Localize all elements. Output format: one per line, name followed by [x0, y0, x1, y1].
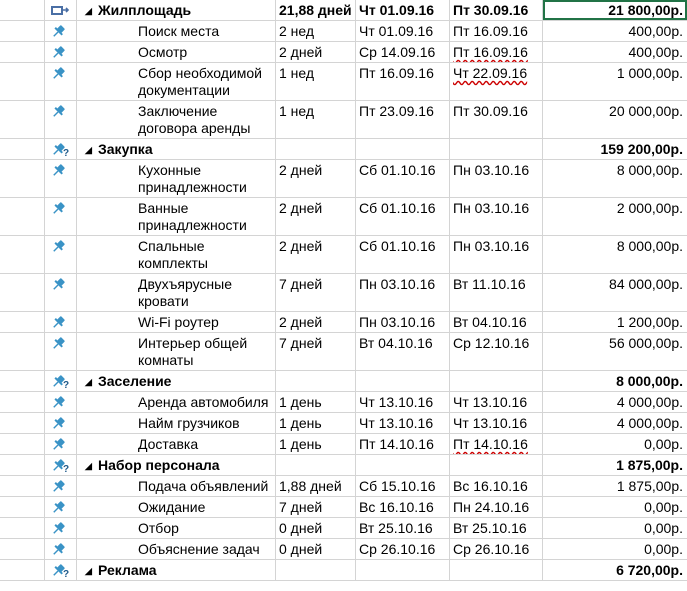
- row-header-cell[interactable]: [0, 0, 45, 20]
- duration-cell[interactable]: 7 дней: [276, 333, 356, 370]
- pin-icon: [50, 438, 70, 452]
- row-header-cell[interactable]: [0, 518, 45, 538]
- task-mode-cell[interactable]: [45, 371, 77, 391]
- collapse-triangle-icon[interactable]: ◢: [85, 461, 92, 471]
- pin-question-icon: [50, 375, 70, 389]
- collapse-triangle-icon[interactable]: ◢: [85, 566, 92, 576]
- task-row[interactable]: [0, 21, 687, 42]
- duration-cell[interactable]: 7 дней: [276, 274, 356, 311]
- task-name: Аренда автомобиля: [138, 394, 269, 410]
- duration-cell[interactable]: 1 день: [276, 413, 356, 433]
- finish-date: Ср 12.10.16: [453, 335, 530, 351]
- task-mode-cell[interactable]: [45, 274, 77, 311]
- pin-icon: [50, 543, 70, 557]
- duration-cell[interactable]: 2 дней: [276, 160, 356, 197]
- task-mode-cell[interactable]: [45, 560, 77, 580]
- cost-cell[interactable]: 84 000,00р.: [609, 276, 683, 292]
- task-name: Интерьер общей комнаты: [138, 335, 248, 368]
- task-name-cell[interactable]: [77, 560, 276, 580]
- task-mode-cell[interactable]: [45, 392, 77, 412]
- svg-text:?: ?: [63, 569, 70, 578]
- finish-date: Пн 24.10.16: [453, 499, 530, 515]
- task-row[interactable]: [0, 160, 687, 198]
- start-cell[interactable]: Пт 16.09.16: [356, 63, 450, 100]
- row-header-cell[interactable]: [0, 333, 45, 370]
- task-name: Заселение: [98, 373, 172, 389]
- svg-text:?: ?: [63, 380, 70, 389]
- row-header-cell[interactable]: [0, 434, 45, 454]
- finish-date: Пн 03.10.16: [453, 162, 530, 178]
- finish-cell[interactable]: [450, 0, 543, 20]
- finish-date: Пт 16.09.16: [453, 23, 528, 39]
- task-mode-cell[interactable]: [45, 139, 77, 159]
- finish-date: Ср 26.10.16: [453, 541, 530, 557]
- duration-cell[interactable]: 1 нед: [276, 101, 356, 138]
- summary-task-row[interactable]: [0, 455, 687, 476]
- task-mode-cell[interactable]: [45, 21, 77, 41]
- finish-date: Пт 30.09.16: [453, 2, 529, 18]
- cost-cell[interactable]: 1 875,00р.: [616, 457, 683, 473]
- finish-date: Чт 22.09.16: [453, 65, 528, 81]
- finish-cell[interactable]: [450, 539, 543, 559]
- pin-icon: [50, 278, 70, 292]
- start-cell[interactable]: Пт 23.09.16: [356, 101, 450, 138]
- duration-cell[interactable]: [276, 139, 356, 159]
- finish-cell[interactable]: [450, 139, 543, 159]
- task-row[interactable]: [0, 312, 687, 333]
- finish-date: Пт 30.09.16: [453, 103, 528, 119]
- row-header-cell[interactable]: [0, 560, 45, 580]
- pin-icon: [50, 316, 70, 330]
- start-cell[interactable]: Пн 03.10.16: [356, 274, 450, 311]
- task-row[interactable]: [0, 392, 687, 413]
- pin-icon: [50, 67, 70, 81]
- start-cell[interactable]: Вс 16.10.16: [356, 497, 450, 517]
- finish-date: Вт 25.10.16: [453, 520, 527, 536]
- start-cell[interactable]: Пн 03.10.16: [356, 312, 450, 332]
- task-name-cell[interactable]: [77, 392, 276, 412]
- duration-cell[interactable]: 1 нед: [276, 63, 356, 100]
- collapse-triangle-icon[interactable]: ◢: [85, 145, 92, 155]
- pin-icon: [50, 396, 70, 410]
- task-name: Двухъярусные кровати: [138, 276, 232, 309]
- task-row[interactable]: [0, 518, 687, 539]
- task-name: Отбор: [138, 520, 179, 536]
- finish-cell[interactable]: [450, 312, 543, 332]
- finish-cell[interactable]: [450, 198, 543, 235]
- duration-cell[interactable]: 1 день: [276, 392, 356, 412]
- task-mode-cell[interactable]: [45, 455, 77, 475]
- cost-cell[interactable]: 0,00р.: [644, 436, 683, 452]
- task-name: Заключение договора аренды: [138, 103, 251, 136]
- pin-icon: [50, 480, 70, 494]
- row-header-cell[interactable]: [0, 198, 45, 235]
- task-row[interactable]: [0, 333, 687, 371]
- task-name-cell[interactable]: [77, 413, 276, 433]
- cost-cell[interactable]: 400,00р.: [628, 23, 683, 39]
- finish-cell[interactable]: [450, 101, 543, 138]
- duration-cell[interactable]: [276, 371, 356, 391]
- finish-cell[interactable]: [450, 497, 543, 517]
- task-name: Доставка: [138, 436, 199, 452]
- start-cell[interactable]: [356, 455, 450, 475]
- task-name: Ванные принадлежности: [138, 200, 247, 233]
- duration-cell[interactable]: 7 дней: [276, 497, 356, 517]
- task-name-cell[interactable]: [77, 139, 276, 159]
- start-cell[interactable]: Сб 01.10.16: [356, 160, 450, 197]
- cost-cell[interactable]: 20 000,00р.: [609, 103, 683, 119]
- row-header-cell[interactable]: [0, 539, 45, 559]
- task-mode-cell[interactable]: [45, 518, 77, 538]
- cost-cell[interactable]: 56 000,00р.: [609, 335, 683, 351]
- finish-cell[interactable]: [450, 371, 543, 391]
- task-name-cell[interactable]: [77, 312, 276, 332]
- duration-cell[interactable]: 2 дней: [276, 312, 356, 332]
- task-mode-cell[interactable]: [45, 539, 77, 559]
- cost-cell[interactable]: 4 000,00р.: [616, 415, 683, 431]
- row-header-cell[interactable]: [0, 392, 45, 412]
- collapse-triangle-icon[interactable]: ◢: [85, 377, 92, 387]
- task-mode-cell[interactable]: [45, 160, 77, 197]
- task-name: Сбор необходимой документации: [138, 65, 262, 98]
- finish-cell[interactable]: [450, 455, 543, 475]
- cost-cell[interactable]: 1 000,00р.: [616, 65, 683, 81]
- row-header-cell[interactable]: [0, 236, 45, 273]
- finish-cell[interactable]: [450, 560, 543, 580]
- task-row[interactable]: [0, 539, 687, 560]
- duration-cell[interactable]: 1 день: [276, 434, 356, 454]
- task-mode-cell[interactable]: [45, 476, 77, 496]
- finish-date: Вт 11.10.16: [453, 276, 526, 292]
- pin-icon: [50, 105, 70, 119]
- task-name-cell[interactable]: [77, 333, 276, 370]
- row-header-cell[interactable]: [0, 371, 45, 391]
- pin-icon: [50, 417, 70, 431]
- pin-icon: [50, 25, 70, 39]
- start-cell[interactable]: [356, 139, 450, 159]
- finish-cell[interactable]: [450, 63, 543, 100]
- task-name-cell[interactable]: [77, 236, 276, 273]
- cost-cell[interactable]: 2 000,00р.: [616, 200, 683, 216]
- task-name: Найм грузчиков: [138, 415, 240, 431]
- pin-question-icon: [50, 564, 70, 578]
- row-header-cell[interactable]: [0, 63, 45, 100]
- start-cell[interactable]: Ср 14.09.16: [356, 42, 450, 62]
- finish-date: Пт 16.09.16: [453, 44, 528, 60]
- cost-cell[interactable]: 8 000,00р.: [616, 162, 683, 178]
- row-header-cell[interactable]: [0, 42, 45, 62]
- cost-cell[interactable]: 0,00р.: [644, 520, 683, 536]
- task-mode-cell[interactable]: [45, 0, 77, 20]
- task-mode-cell[interactable]: [45, 236, 77, 273]
- task-row[interactable]: [0, 198, 687, 236]
- gantt-info-icon: [50, 4, 70, 18]
- task-row[interactable]: [0, 476, 687, 497]
- task-mode-cell[interactable]: [45, 497, 77, 517]
- pin-icon: [50, 240, 70, 254]
- finish-date: Вс 16.10.16: [453, 478, 528, 494]
- finish-cell[interactable]: [450, 160, 543, 197]
- cost-cell[interactable]: 1 200,00р.: [616, 314, 683, 330]
- duration-cell[interactable]: 0 дней: [276, 518, 356, 538]
- cost-cell[interactable]: 0,00р.: [644, 541, 683, 557]
- task-name: Ожидание: [138, 499, 206, 515]
- task-name: Осмотр: [138, 44, 188, 60]
- cost-cell[interactable]: 159 200,00р.: [600, 141, 683, 157]
- finish-cell[interactable]: [450, 236, 543, 273]
- task-name-cell[interactable]: [77, 63, 276, 100]
- svg-text:?: ?: [63, 464, 70, 473]
- row-header-cell[interactable]: [0, 413, 45, 433]
- task-mode-cell[interactable]: [45, 333, 77, 370]
- task-name-cell[interactable]: [77, 198, 276, 235]
- start-cell[interactable]: [356, 560, 450, 580]
- task-row[interactable]: [0, 497, 687, 518]
- finish-cell[interactable]: [450, 21, 543, 41]
- row-header-cell[interactable]: [0, 21, 45, 41]
- finish-cell[interactable]: [450, 274, 543, 311]
- row-header-cell[interactable]: [0, 312, 45, 332]
- start-cell[interactable]: Ср 26.10.16: [356, 539, 450, 559]
- cost-cell[interactable]: 6 720,00р.: [616, 562, 683, 578]
- cost-cell[interactable]: 4 000,00р.: [616, 394, 683, 410]
- task-name: Поиск места: [138, 23, 220, 39]
- task-name-cell[interactable]: [77, 42, 276, 62]
- duration-cell[interactable]: 1,88 дней: [276, 476, 356, 496]
- task-name-cell[interactable]: [77, 371, 276, 391]
- finish-cell[interactable]: [450, 42, 543, 62]
- task-row[interactable]: [0, 63, 687, 101]
- duration-cell[interactable]: 2 нед: [276, 21, 356, 41]
- task-mode-cell[interactable]: [45, 434, 77, 454]
- task-row[interactable]: [0, 434, 687, 455]
- start-cell[interactable]: [356, 371, 450, 391]
- task-name-cell[interactable]: [77, 434, 276, 454]
- finish-cell[interactable]: [450, 413, 543, 433]
- finish-date: Чт 13.10.16: [453, 415, 528, 431]
- task-row[interactable]: [0, 274, 687, 312]
- duration-cell[interactable]: [276, 455, 356, 475]
- task-row[interactable]: [0, 236, 687, 274]
- finish-cell[interactable]: [450, 392, 543, 412]
- pin-question-icon: [50, 459, 70, 473]
- task-mode-cell[interactable]: [45, 413, 77, 433]
- start-cell[interactable]: Чт 13.10.16: [356, 413, 450, 433]
- svg-text:?: ?: [63, 148, 70, 157]
- row-header-cell[interactable]: [0, 160, 45, 197]
- task-name: Кухонные принадлежности: [138, 162, 247, 195]
- task-mode-cell[interactable]: [45, 198, 77, 235]
- task-name: Объяснение задач: [138, 541, 260, 557]
- cost-cell[interactable]: 400,00р.: [628, 44, 683, 60]
- task-name-cell[interactable]: [77, 518, 276, 538]
- finish-date: Пн 03.10.16: [453, 238, 530, 254]
- summary-task-row[interactable]: [0, 371, 687, 392]
- finish-date: Пт 14.10.16: [453, 436, 528, 452]
- start-cell[interactable]: Сб 15.10.16: [356, 476, 450, 496]
- row-header-cell[interactable]: [0, 476, 45, 496]
- task-name-cell[interactable]: [77, 101, 276, 138]
- task-row[interactable]: [0, 101, 687, 139]
- task-row[interactable]: [0, 42, 687, 63]
- finish-date: Вт 04.10.16: [453, 314, 527, 330]
- start-cell[interactable]: Вт 25.10.16: [356, 518, 450, 538]
- task-mode-cell[interactable]: [45, 63, 77, 100]
- pin-icon: [50, 164, 70, 178]
- start-cell[interactable]: Чт 01.09.16: [356, 21, 450, 41]
- task-name: Подача объявлений: [138, 478, 269, 494]
- start-cell[interactable]: Пт 14.10.16: [356, 434, 450, 454]
- finish-cell[interactable]: [450, 333, 543, 370]
- summary-task-row[interactable]: [0, 139, 687, 160]
- pin-icon: [50, 202, 70, 216]
- task-name-cell[interactable]: [77, 21, 276, 41]
- task-mode-cell[interactable]: [45, 312, 77, 332]
- finish-date: Чт 13.10.16: [453, 394, 528, 410]
- cost-cell[interactable]: 0,00р.: [644, 499, 683, 515]
- start-cell[interactable]: Сб 01.10.16: [356, 198, 450, 235]
- duration-cell[interactable]: 0 дней: [276, 539, 356, 559]
- task-name: Закупка: [98, 141, 153, 157]
- task-row[interactable]: [0, 413, 687, 434]
- start-cell[interactable]: Вт 04.10.16: [356, 333, 450, 370]
- cost-cell[interactable]: 1 875,00р.: [616, 478, 683, 494]
- summary-task-row[interactable]: [0, 0, 687, 21]
- task-name: Жилплощадь: [98, 2, 192, 18]
- task-name-cell[interactable]: [77, 455, 276, 475]
- duration-cell[interactable]: 21,88 дней: [276, 0, 356, 20]
- row-header-cell[interactable]: [0, 455, 45, 475]
- finish-cell[interactable]: [450, 476, 543, 496]
- task-name-cell[interactable]: [77, 0, 276, 20]
- row-header-cell[interactable]: [0, 497, 45, 517]
- finish-cell[interactable]: [450, 518, 543, 538]
- collapse-triangle-icon[interactable]: ◢: [85, 6, 92, 16]
- task-name-cell[interactable]: [77, 497, 276, 517]
- pin-icon: [50, 501, 70, 515]
- start-cell[interactable]: Чт 13.10.16: [356, 392, 450, 412]
- start-cell[interactable]: Чт 01.09.16: [356, 0, 450, 20]
- task-name-cell[interactable]: [77, 160, 276, 197]
- row-header-cell[interactable]: [0, 101, 45, 138]
- task-mode-cell[interactable]: [45, 42, 77, 62]
- task-name-cell[interactable]: [77, 274, 276, 311]
- cost-cell[interactable]: 8 000,00р.: [616, 238, 683, 254]
- duration-cell[interactable]: 2 дней: [276, 198, 356, 235]
- duration-cell[interactable]: 2 дней: [276, 42, 356, 62]
- duration-cell[interactable]: [276, 560, 356, 580]
- pin-icon: [50, 46, 70, 60]
- summary-task-row[interactable]: [0, 560, 687, 581]
- pin-question-icon: [50, 143, 70, 157]
- cost-cell[interactable]: 21 800,00р.: [543, 0, 687, 20]
- task-name: Wi-Fi роутер: [138, 314, 219, 330]
- task-name: Реклама: [98, 562, 157, 578]
- task-name: Спальные комплекты: [138, 238, 208, 271]
- duration-cell[interactable]: 2 дней: [276, 236, 356, 273]
- task-name: Набор персонала: [98, 457, 220, 473]
- row-header-cell[interactable]: [0, 139, 45, 159]
- pin-icon: [50, 337, 70, 351]
- pin-icon: [50, 522, 70, 536]
- finish-cell[interactable]: [450, 434, 543, 454]
- task-name-cell[interactable]: [77, 476, 276, 496]
- start-cell[interactable]: Сб 01.10.16: [356, 236, 450, 273]
- row-header-cell[interactable]: [0, 274, 45, 311]
- task-mode-cell[interactable]: [45, 101, 77, 138]
- task-name-cell[interactable]: [77, 539, 276, 559]
- finish-date: Пн 03.10.16: [453, 200, 530, 216]
- cost-cell[interactable]: 8 000,00р.: [616, 373, 683, 389]
